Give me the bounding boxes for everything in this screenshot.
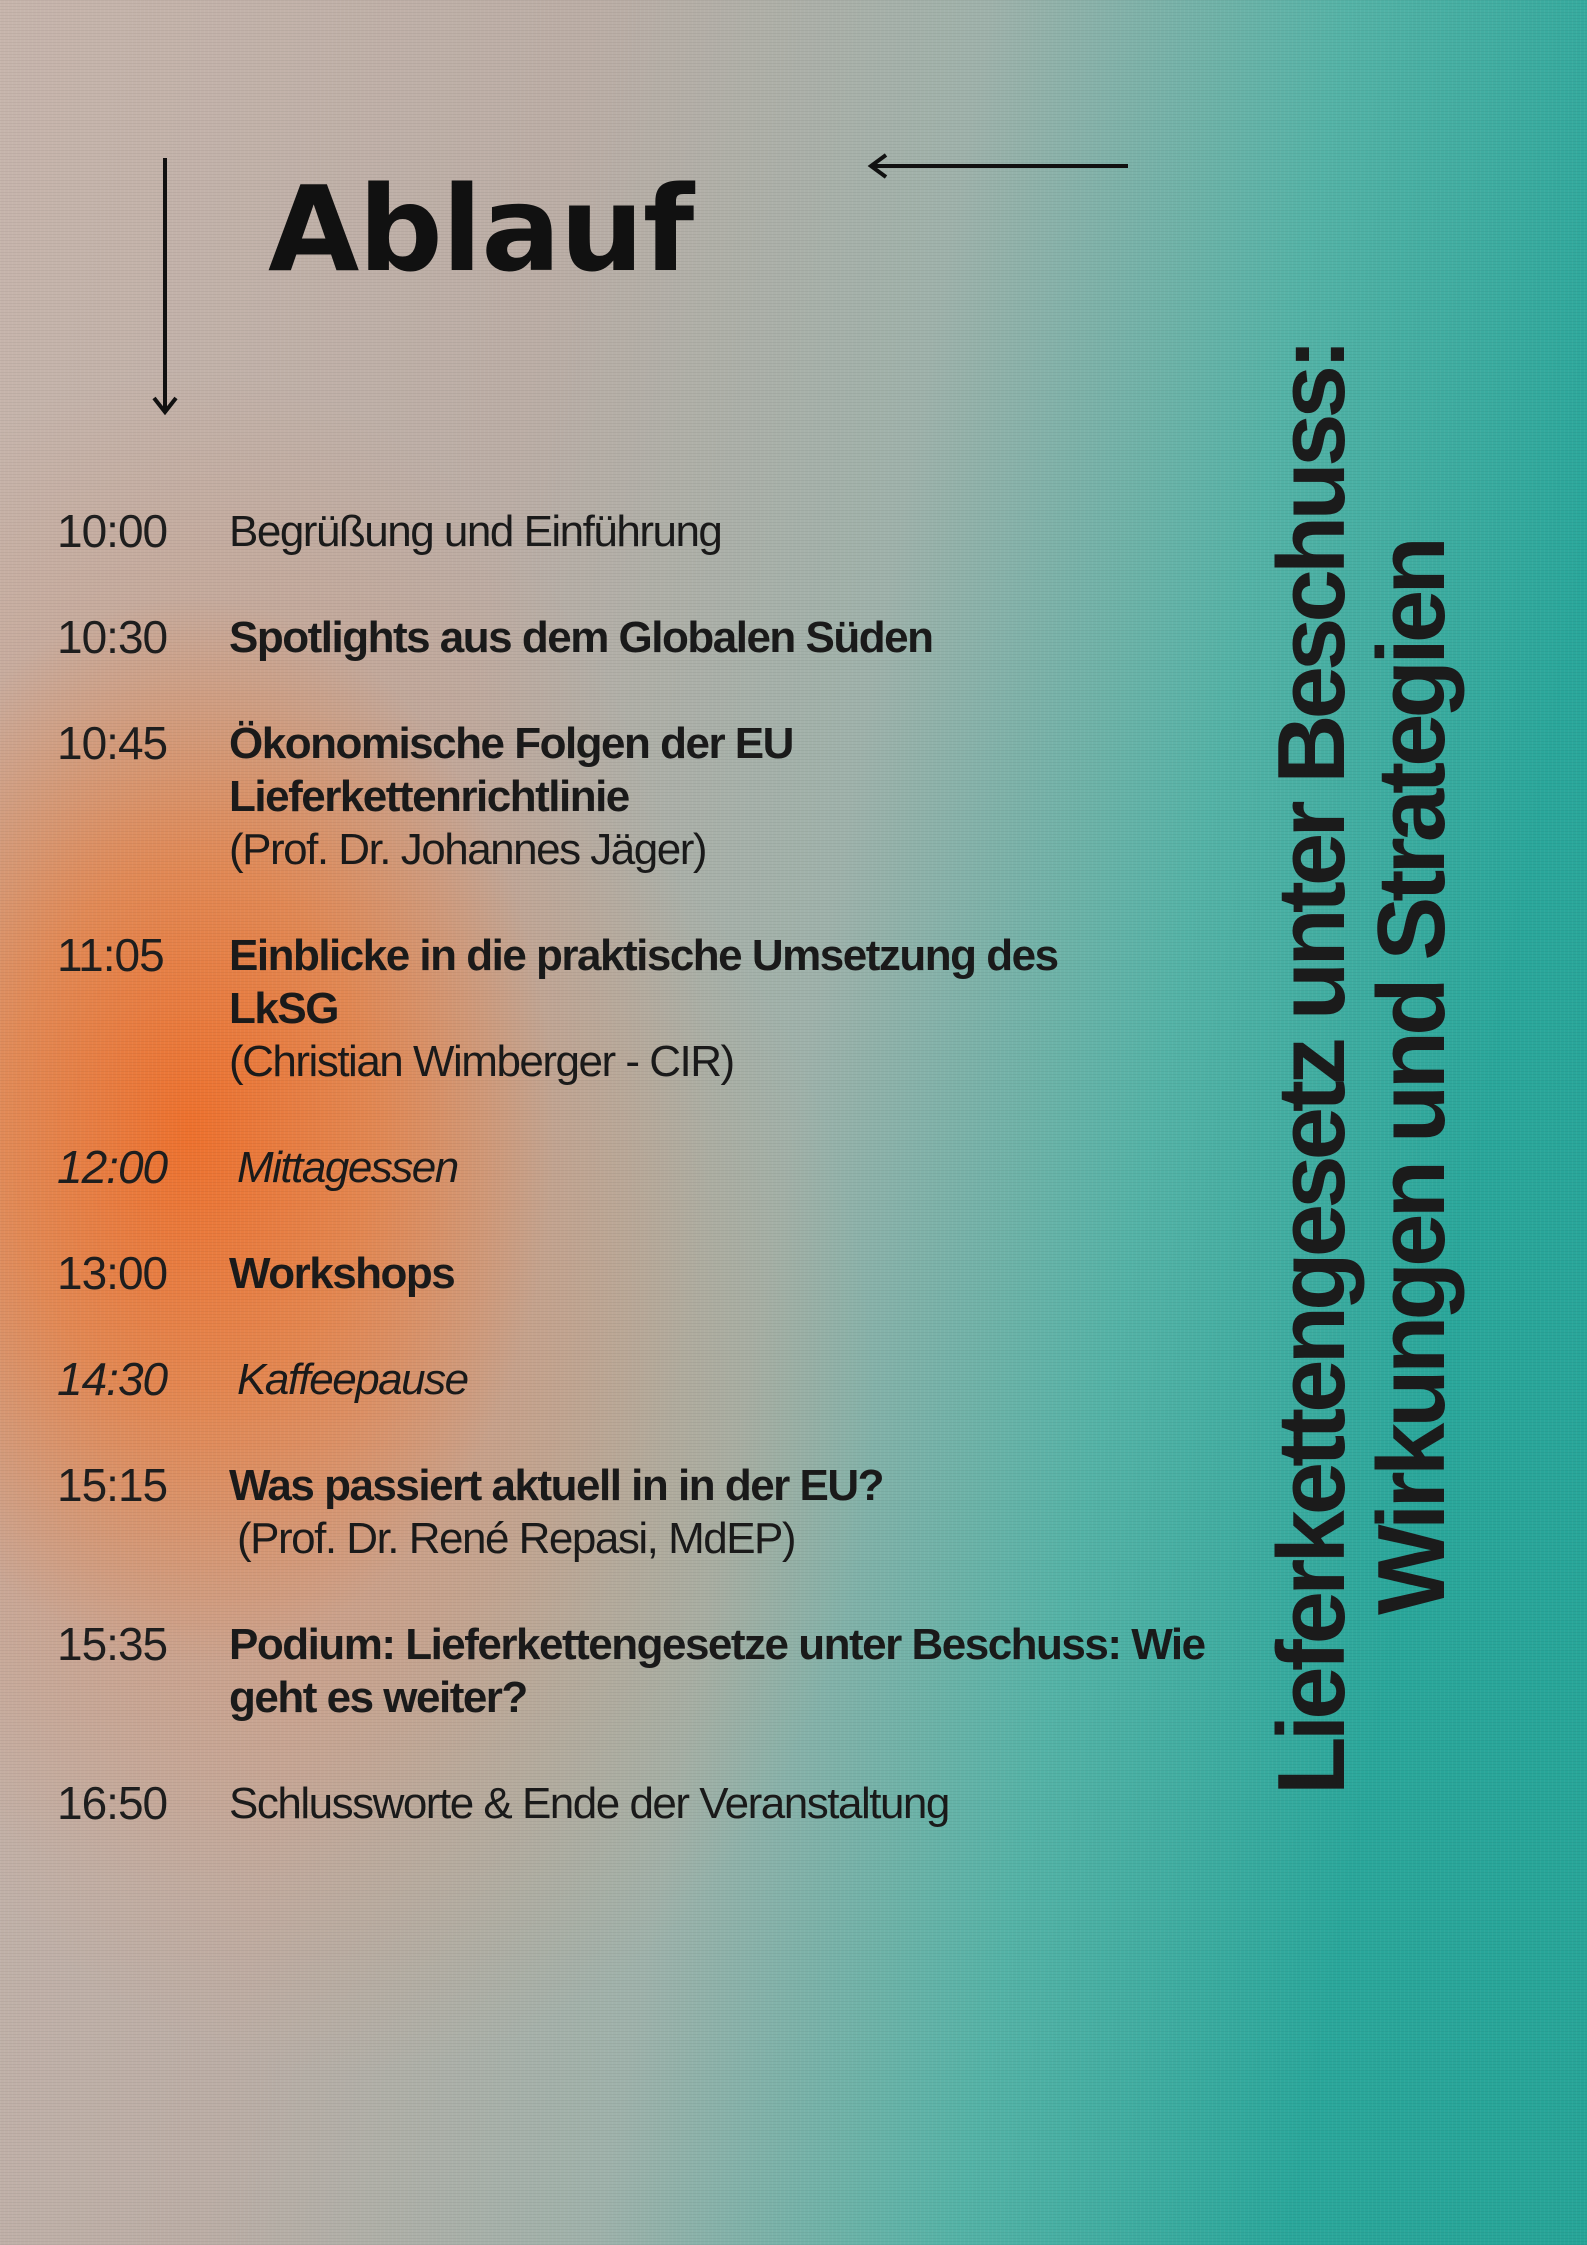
agenda-item (57, 717, 849, 876)
agenda-item (57, 611, 932, 664)
agenda-item (57, 1777, 949, 1830)
agenda-time: 13:00 (57, 1247, 168, 1299)
agenda-time: 15:15 (57, 1459, 168, 1511)
agenda-title: Workshops (229, 1249, 455, 1298)
agenda-title: Schlussworte & Ende der Veranstaltung (229, 1779, 949, 1828)
agenda-time: 16:50 (57, 1777, 168, 1829)
agenda-speaker: (Prof. Dr. Johannes Jäger) (229, 825, 707, 874)
agenda-title: Spotlights aus dem Globalen Süden (229, 613, 933, 662)
page-title: Ablauf (268, 160, 694, 298)
agenda-title: Einblicke in die praktische Umsetzung des LkSG (229, 931, 1058, 1033)
event-title-line2: Wirkungen und Strategien (1358, 541, 1465, 1615)
agenda-item (57, 929, 1169, 1088)
agenda-time: 11:05 (57, 929, 164, 981)
agenda-item (57, 1353, 468, 1406)
agenda-time: 12:00 (57, 1141, 168, 1193)
agenda-item (57, 1459, 883, 1565)
agenda-time: 15:35 (57, 1618, 168, 1670)
agenda-time: 10:45 (57, 717, 168, 769)
agenda-title: Mittagessen (237, 1143, 458, 1192)
agenda-time: 10:30 (57, 611, 168, 663)
agenda-title: Was passiert aktuell in in der EU? (229, 1461, 884, 1510)
agenda-title: Kaffeepause (237, 1355, 468, 1404)
agenda-item (57, 1247, 454, 1300)
agenda-title: Ökonomische Folgen der EU Lieferkettenrichtlinie (229, 719, 793, 821)
event-title-vertical (1258, 155, 1465, 1795)
agenda-item (57, 1618, 1239, 1724)
agenda-item (57, 1141, 458, 1194)
agenda-speaker: (Prof. Dr. René Repasi, MdEP) (237, 1514, 796, 1563)
event-title-line1: Lieferkettengesetz unter Beschuss: (1258, 343, 1365, 1795)
agenda-speaker: (Christian Wimberger - CIR) (229, 1037, 734, 1086)
agenda-title: Podium: Lieferkettengesetze unter Beschuss: Wie geht es weiter? (229, 1620, 1205, 1722)
agenda-time: 14:30 (57, 1353, 168, 1405)
agenda-title: Begrüßung und Einführung (229, 507, 722, 556)
agenda-item (57, 505, 721, 558)
agenda-time: 10:00 (57, 505, 168, 557)
